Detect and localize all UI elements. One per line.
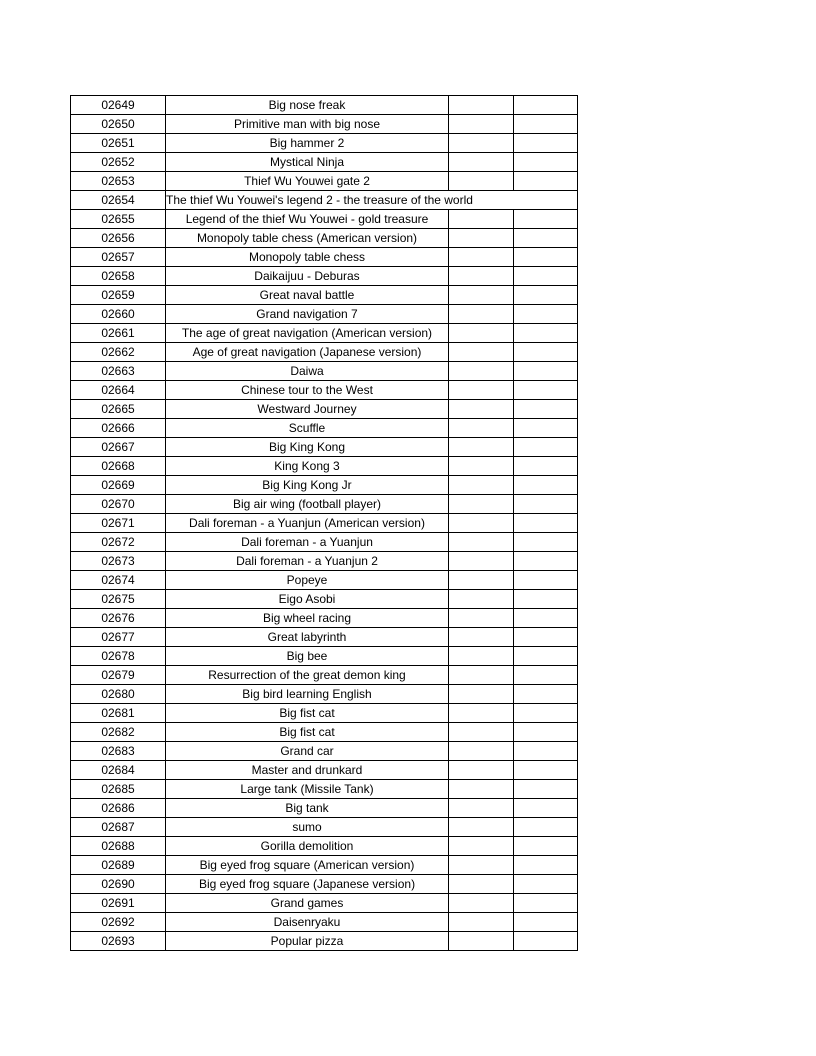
- title-cell: Big hammer 2: [166, 134, 449, 153]
- title-cell: Big bird learning English: [166, 685, 449, 704]
- title-cell: Master and drunkard: [166, 761, 449, 780]
- id-cell: 02680: [71, 685, 166, 704]
- id-cell: 02677: [71, 628, 166, 647]
- id-cell: 02690: [71, 875, 166, 894]
- id-cell: 02652: [71, 153, 166, 172]
- table-row: [71, 267, 578, 286]
- empty-cell-1: [449, 96, 514, 115]
- empty-cell-2: [514, 400, 578, 419]
- empty-cell-1: [449, 343, 514, 362]
- empty-cell-1: [449, 533, 514, 552]
- id-cell: 02649: [71, 96, 166, 115]
- title-cell: Age of great navigation (Japanese version): [166, 343, 449, 362]
- table-row: [71, 381, 578, 400]
- id-cell: 02691: [71, 894, 166, 913]
- title-cell: Big bee: [166, 647, 449, 666]
- empty-cell-2: [514, 780, 578, 799]
- empty-cell-2: [514, 229, 578, 248]
- table-row: [71, 894, 578, 913]
- table-row: [71, 286, 578, 305]
- empty-cell-2: [514, 837, 578, 856]
- empty-cell-1: [449, 590, 514, 609]
- id-cell: 02650: [71, 115, 166, 134]
- title-cell: Big King Kong Jr: [166, 476, 449, 495]
- id-cell: 02657: [71, 248, 166, 267]
- empty-cell-1: [449, 115, 514, 134]
- table-row: [71, 476, 578, 495]
- id-cell: 02689: [71, 856, 166, 875]
- title-cell: Scuffle: [166, 419, 449, 438]
- empty-cell-1: [449, 609, 514, 628]
- title-cell: Monopoly table chess (American version): [166, 229, 449, 248]
- empty-cell-2: [514, 305, 578, 324]
- title-cell: Primitive man with big nose: [166, 115, 449, 134]
- title-cell: Dali foreman - a Yuanjun: [166, 533, 449, 552]
- table-row: [71, 134, 578, 153]
- table-row: [71, 761, 578, 780]
- empty-cell-1: [449, 647, 514, 666]
- empty-cell-1: [449, 837, 514, 856]
- id-cell: 02660: [71, 305, 166, 324]
- empty-cell-1: [449, 628, 514, 647]
- empty-cell-2: [514, 533, 578, 552]
- empty-cell-2: [514, 723, 578, 742]
- empty-cell-2: [514, 894, 578, 913]
- empty-cell-2: [514, 457, 578, 476]
- title-cell: Grand car: [166, 742, 449, 761]
- empty-cell-1: [449, 248, 514, 267]
- id-cell: 02655: [71, 210, 166, 229]
- empty-cell-1: [449, 476, 514, 495]
- title-cell: Dali foreman - a Yuanjun 2: [166, 552, 449, 571]
- empty-cell-1: [449, 666, 514, 685]
- table-row: [71, 115, 578, 134]
- empty-cell-1: [449, 571, 514, 590]
- id-cell: 02666: [71, 419, 166, 438]
- title-cell: Monopoly table chess: [166, 248, 449, 267]
- table-row: [71, 172, 578, 191]
- id-cell: 02687: [71, 818, 166, 837]
- empty-cell-1: [449, 305, 514, 324]
- table-row: [71, 324, 578, 343]
- title-cell: Thief Wu Youwei gate 2: [166, 172, 449, 191]
- title-cell: Great naval battle: [166, 286, 449, 305]
- empty-cell-2: [514, 932, 578, 951]
- id-cell: 02669: [71, 476, 166, 495]
- empty-cell-1: [449, 856, 514, 875]
- empty-cell-1: [449, 286, 514, 305]
- title-cell: Big King Kong: [166, 438, 449, 457]
- id-cell: 02675: [71, 590, 166, 609]
- id-cell: 02683: [71, 742, 166, 761]
- table-row: [71, 96, 578, 115]
- table-row: [71, 932, 578, 951]
- title-cell: Big fist cat: [166, 704, 449, 723]
- empty-cell-2: [514, 704, 578, 723]
- game-list-table: [70, 95, 578, 951]
- empty-cell-1: [449, 153, 514, 172]
- empty-cell-2: [514, 571, 578, 590]
- empty-cell-1: [449, 267, 514, 286]
- empty-cell-2: [514, 438, 578, 457]
- empty-cell-2: [514, 115, 578, 134]
- empty-cell-1: [449, 552, 514, 571]
- empty-cell-1: [449, 172, 514, 191]
- empty-cell-2: [514, 666, 578, 685]
- title-cell: Great labyrinth: [166, 628, 449, 647]
- empty-cell-1: [449, 761, 514, 780]
- id-cell: 02668: [71, 457, 166, 476]
- empty-cell-1: [449, 742, 514, 761]
- empty-cell-2: [514, 210, 578, 229]
- empty-cell-2: [514, 818, 578, 837]
- id-cell: 02674: [71, 571, 166, 590]
- title-cell: Big wheel racing: [166, 609, 449, 628]
- empty-cell-2: [514, 248, 578, 267]
- id-cell: 02693: [71, 932, 166, 951]
- empty-cell-1: [449, 685, 514, 704]
- id-cell: 02682: [71, 723, 166, 742]
- title-cell: Big fist cat: [166, 723, 449, 742]
- id-cell: 02656: [71, 229, 166, 248]
- id-cell: 02673: [71, 552, 166, 571]
- table-row: [71, 628, 578, 647]
- title-cell: Westward Journey: [166, 400, 449, 419]
- id-cell: 02676: [71, 609, 166, 628]
- table-row: [71, 400, 578, 419]
- empty-cell-1: [449, 457, 514, 476]
- empty-cell-2: [514, 286, 578, 305]
- table-row: [71, 742, 578, 761]
- title-cell: Large tank (Missile Tank): [166, 780, 449, 799]
- id-cell: 02686: [71, 799, 166, 818]
- title-cell: Gorilla demolition: [166, 837, 449, 856]
- table-row: [71, 685, 578, 704]
- table-row: [71, 191, 578, 210]
- table-row: [71, 666, 578, 685]
- title-cell: Popeye: [166, 571, 449, 590]
- empty-cell-2: [514, 343, 578, 362]
- id-cell: 02654: [71, 191, 166, 210]
- id-cell: 02662: [71, 343, 166, 362]
- table-row: [71, 305, 578, 324]
- empty-cell-2: [514, 590, 578, 609]
- table-row: [71, 647, 578, 666]
- title-cell: The age of great navigation (American version): [166, 324, 449, 343]
- empty-cell-2: [514, 609, 578, 628]
- id-cell: 02651: [71, 134, 166, 153]
- title-cell: Mystical Ninja: [166, 153, 449, 172]
- title-cell: Grand games: [166, 894, 449, 913]
- id-cell: 02661: [71, 324, 166, 343]
- title-cell: Resurrection of the great demon king: [166, 666, 449, 685]
- id-cell: 02688: [71, 837, 166, 856]
- table-row: [71, 210, 578, 229]
- empty-cell-2: [514, 96, 578, 115]
- title-cell: sumo: [166, 818, 449, 837]
- table-row: [71, 609, 578, 628]
- empty-cell-1: [449, 723, 514, 742]
- table-row: [71, 818, 578, 837]
- empty-cell-2: [514, 153, 578, 172]
- empty-cell-1: [449, 229, 514, 248]
- empty-cell-2: [514, 324, 578, 343]
- title-cell: Popular pizza: [166, 932, 449, 951]
- empty-cell-2: [514, 495, 578, 514]
- table-row: [71, 837, 578, 856]
- title-cell-overflowing: [166, 191, 578, 210]
- empty-cell-2: [514, 514, 578, 533]
- empty-cell-1: [449, 210, 514, 229]
- empty-cell-1: [449, 780, 514, 799]
- table-row: [71, 533, 578, 552]
- title-cell: Big eyed frog square (American version): [166, 856, 449, 875]
- table-row: [71, 229, 578, 248]
- table-row: [71, 723, 578, 742]
- empty-cell-2: [514, 476, 578, 495]
- title-cell: Big tank: [166, 799, 449, 818]
- id-cell: 02678: [71, 647, 166, 666]
- empty-cell-1: [449, 514, 514, 533]
- table-row: [71, 856, 578, 875]
- table-row: [71, 514, 578, 533]
- table-row: [71, 343, 578, 362]
- empty-cell-2: [514, 856, 578, 875]
- id-cell: 02684: [71, 761, 166, 780]
- title-cell: King Kong 3: [166, 457, 449, 476]
- table-row: [71, 362, 578, 381]
- empty-cell-2: [514, 381, 578, 400]
- id-cell: 02664: [71, 381, 166, 400]
- empty-cell-1: [449, 932, 514, 951]
- empty-cell-2: [514, 134, 578, 153]
- id-cell: 02672: [71, 533, 166, 552]
- empty-cell-2: [514, 172, 578, 191]
- empty-cell-1: [449, 799, 514, 818]
- id-cell: 02692: [71, 913, 166, 932]
- title-cell: Daikaijuu - Deburas: [166, 267, 449, 286]
- table-row: [71, 248, 578, 267]
- empty-cell-2: [514, 552, 578, 571]
- empty-cell-1: [449, 913, 514, 932]
- empty-cell-2: [514, 419, 578, 438]
- table-row: [71, 571, 578, 590]
- title-cell: Big nose freak: [166, 96, 449, 115]
- empty-cell-2: [514, 628, 578, 647]
- table-row: [71, 419, 578, 438]
- title-cell: Daisenryaku: [166, 913, 449, 932]
- empty-cell-1: [449, 324, 514, 343]
- empty-cell-2: [514, 913, 578, 932]
- empty-cell-1: [449, 704, 514, 723]
- table-row: [71, 799, 578, 818]
- empty-cell-1: [449, 362, 514, 381]
- empty-cell-1: [449, 495, 514, 514]
- title-cell: Daiwa: [166, 362, 449, 381]
- title-cell: Legend of the thief Wu Youwei - gold treasure: [166, 210, 449, 229]
- table-row: [71, 552, 578, 571]
- table-row: [71, 590, 578, 609]
- empty-cell-1: [449, 419, 514, 438]
- id-cell: 02681: [71, 704, 166, 723]
- id-cell: 02685: [71, 780, 166, 799]
- empty-cell-2: [514, 267, 578, 286]
- id-cell: 02667: [71, 438, 166, 457]
- id-cell: 02658: [71, 267, 166, 286]
- empty-cell-2: [514, 742, 578, 761]
- title-overflow-text: The thief Wu Youwei's legend 2 - the treasure of the world: [166, 193, 473, 207]
- table-row: [71, 913, 578, 932]
- table-row: [71, 457, 578, 476]
- empty-cell-1: [449, 438, 514, 457]
- id-cell: 02671: [71, 514, 166, 533]
- empty-cell-1: [449, 134, 514, 153]
- empty-cell-1: [449, 400, 514, 419]
- empty-cell-2: [514, 799, 578, 818]
- title-cell: Dali foreman - a Yuanjun (American version): [166, 514, 449, 533]
- table-row: [71, 704, 578, 723]
- empty-cell-2: [514, 875, 578, 894]
- table-row: [71, 495, 578, 514]
- title-cell: Eigo Asobi: [166, 590, 449, 609]
- id-cell: 02665: [71, 400, 166, 419]
- table-row: [71, 153, 578, 172]
- title-cell: Big air wing (football player): [166, 495, 449, 514]
- title-cell: Chinese tour to the West: [166, 381, 449, 400]
- table-body: [71, 96, 578, 951]
- id-cell: 02679: [71, 666, 166, 685]
- empty-cell-1: [449, 818, 514, 837]
- empty-cell-1: [449, 875, 514, 894]
- id-cell: 02653: [71, 172, 166, 191]
- empty-cell-2: [514, 362, 578, 381]
- id-cell: 02659: [71, 286, 166, 305]
- id-cell: 02663: [71, 362, 166, 381]
- empty-cell-2: [514, 761, 578, 780]
- table-row: [71, 438, 578, 457]
- title-cell: Big eyed frog square (Japanese version): [166, 875, 449, 894]
- title-cell: Grand navigation 7: [166, 305, 449, 324]
- table-row: [71, 780, 578, 799]
- table-row: [71, 875, 578, 894]
- empty-cell-1: [449, 894, 514, 913]
- empty-cell-1: [449, 381, 514, 400]
- id-cell: 02670: [71, 495, 166, 514]
- empty-cell-2: [514, 647, 578, 666]
- empty-cell-2: [514, 685, 578, 704]
